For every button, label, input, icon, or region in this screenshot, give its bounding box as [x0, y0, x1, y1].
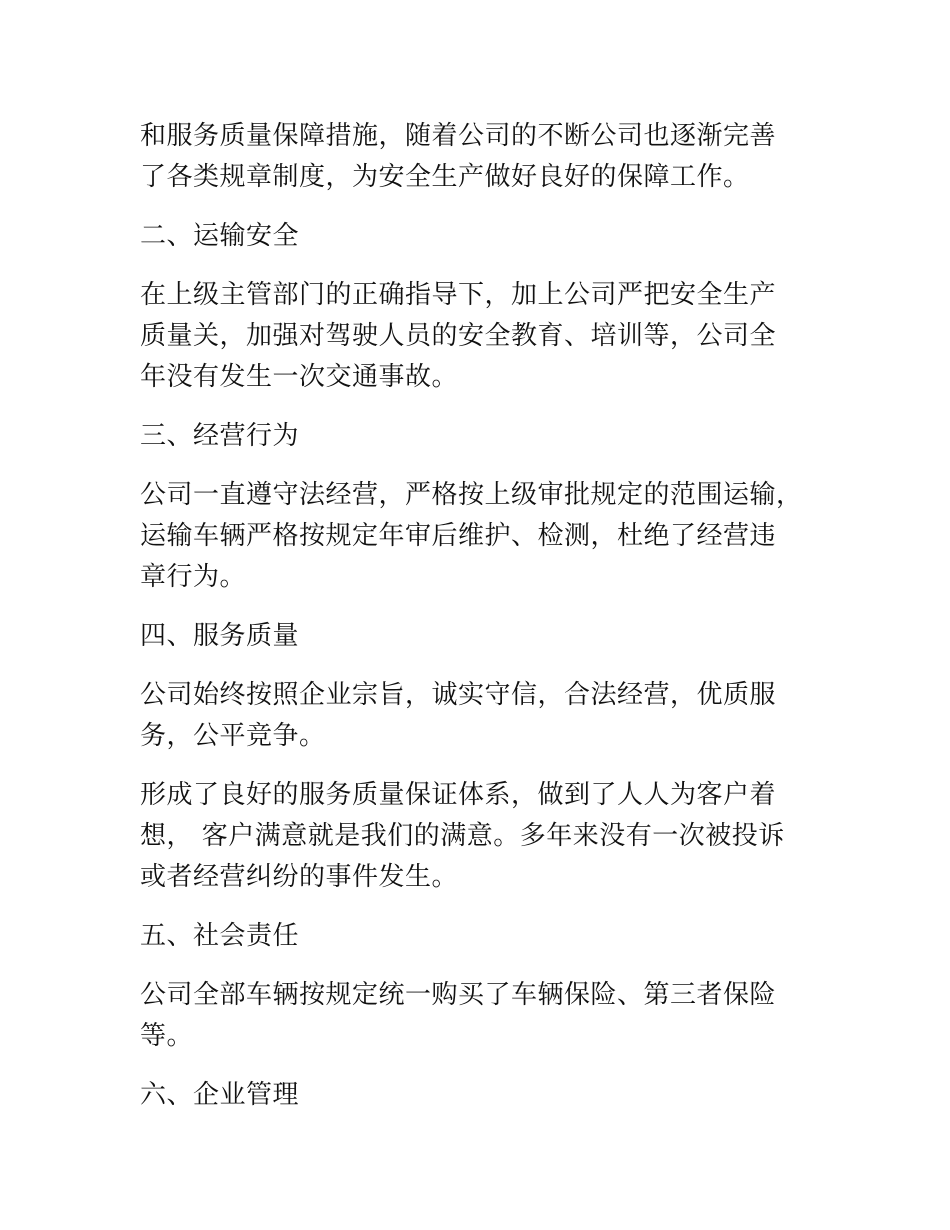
paragraph-social-responsibility [140, 975, 820, 1057]
heading-text: 六、企业管理 [140, 1080, 300, 1110]
text-line: 年没有发生一次交通事故。 [140, 362, 459, 392]
heading-enterprise-management [140, 1075, 820, 1116]
paragraph-quality-system [140, 775, 820, 898]
text-line: 想， 客户满意就是我们的满意。多年来没有一次被投诉 [140, 821, 785, 851]
text-line: 或者经营纠纷的事件发生。 [140, 862, 459, 892]
text-line: 务，公平竞争。 [140, 721, 326, 751]
text-line: 形成了良好的服务质量保证体系，做到了人人为客户着 [140, 780, 777, 810]
text-line: 和服务质量保障措施，随着公司的不断公司也逐渐完善 [140, 121, 777, 151]
text-line: 了各类规章制度，为安全生产做好良好的保障工作。 [140, 162, 750, 192]
text-line: 公司始终按照企业宗旨，诚实守信，合法经营，优质服 [140, 680, 777, 710]
text-line: 章行为。 [140, 562, 247, 592]
heading-text: 二、运输安全 [140, 221, 300, 251]
text-line: 运输车辆严格按规定年审后维护、检测，杜绝了经营违 [140, 521, 777, 551]
text-line: 等。 [140, 1021, 194, 1051]
heading-text: 三、经营行为 [140, 421, 300, 451]
heading-transport-safety [140, 216, 820, 257]
heading-social-responsibility [140, 916, 820, 957]
paragraph-business-conduct [140, 475, 820, 598]
text-line: 质量关，加强对驾驶人员的安全教育、培训等，公司全 [140, 321, 777, 351]
paragraph-service-measures [140, 116, 820, 198]
paragraph-transport-safety [140, 275, 820, 398]
text-line: 在上级主管部门的正确指导下，加上公司严把安全生产 [140, 280, 777, 310]
heading-business-conduct [140, 416, 820, 457]
document-body [140, 116, 820, 1116]
text-line: 公司一直遵守法经营，严格按上级审批规定的范围运输， [140, 480, 803, 510]
heading-service-quality [140, 616, 820, 657]
text-line: 公司全部车辆按规定统一购买了车辆保险、第三者保险 [140, 980, 777, 1010]
heading-text: 四、服务质量 [140, 621, 300, 651]
paragraph-service-principles [140, 675, 820, 757]
heading-text: 五、社会责任 [140, 921, 300, 951]
